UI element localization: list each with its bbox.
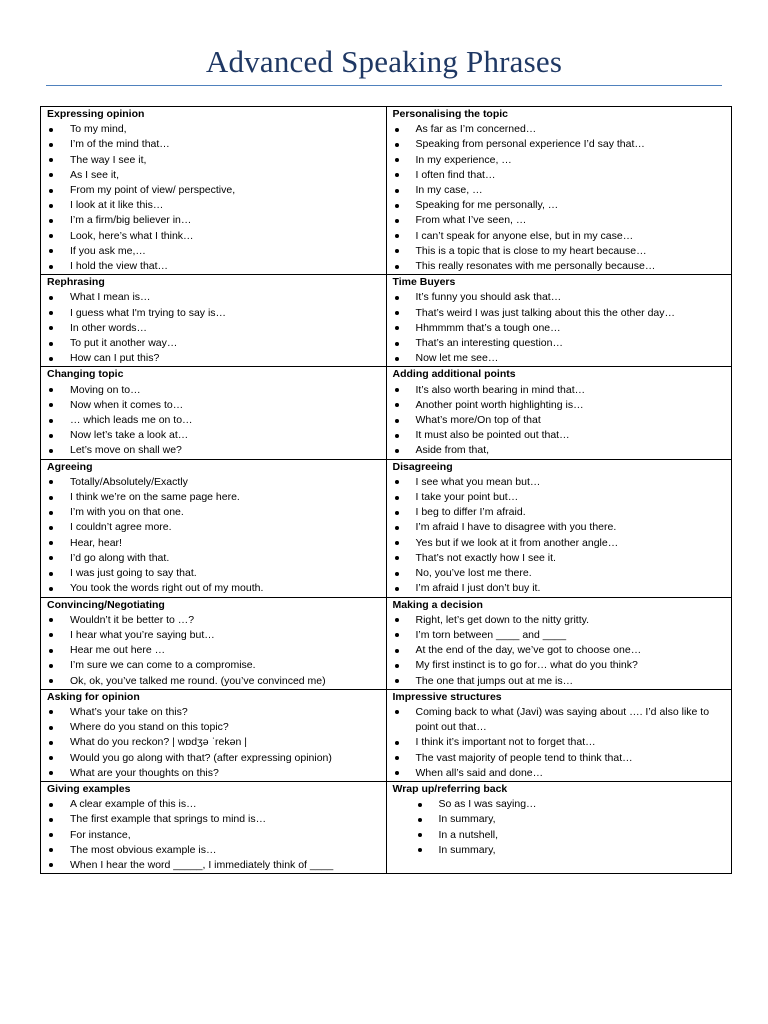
- phrase-item: I take your point but…: [393, 490, 727, 505]
- phrase-item: Now let me see…: [393, 351, 727, 366]
- phrase-item: When all’s said and done…: [393, 766, 727, 781]
- phrase-item: My first instinct is to go for… what do you think?: [393, 658, 727, 673]
- phrase-list: [47, 705, 381, 781]
- section-time-buyers: [386, 275, 732, 367]
- phrase-item: I think we’re on the same page here.: [47, 490, 381, 505]
- phrase-item: What are your thoughts on this?: [47, 766, 381, 781]
- phrase-item: Speaking from personal experience I’d say that…: [393, 137, 727, 152]
- phrase-item: Hhmmmm that’s a tough one…: [393, 321, 727, 336]
- phrase-item: I couldn’t agree more.: [47, 520, 381, 535]
- phrase-item: The vast majority of people tend to think that…: [393, 751, 727, 766]
- phrase-item: I’m afraid I just don’t buy it.: [393, 581, 727, 596]
- section-heading: Convincing/Negotiating: [47, 598, 165, 611]
- phrase-item: To put it another way…: [47, 336, 381, 351]
- section-heading: Rephrasing: [47, 276, 105, 289]
- phrase-list: [393, 613, 727, 689]
- phrase-list: [47, 475, 381, 597]
- phrase-item: I often find that…: [393, 168, 727, 183]
- phrase-item: Aside from that,: [393, 443, 727, 458]
- table-row: [41, 107, 732, 275]
- phrase-item: Would you go along with that? (after expressing opinion): [47, 751, 381, 766]
- section-making-a-decision: [386, 597, 732, 689]
- phrase-item: Totally/Absolutely/Exactly: [47, 475, 381, 490]
- phrase-item: Hear, hear!: [47, 536, 381, 551]
- phrase-list: [47, 122, 381, 274]
- phrase-list: [47, 290, 381, 366]
- section-heading: Wrap up/referring back: [392, 782, 508, 795]
- phrase-item: … which leads me on to…: [47, 413, 381, 428]
- phrase-item: How can I put this?: [47, 351, 381, 366]
- section-heading: Time Buyers: [392, 276, 456, 289]
- phrase-item: This is a topic that is close to my heart because…: [393, 244, 727, 259]
- phrase-item: That’s an interesting question…: [393, 336, 727, 351]
- phrase-item: I guess what I'm trying to say is…: [47, 306, 381, 321]
- phrase-item: The way I see it,: [47, 153, 381, 168]
- phrase-item: If you ask me,…: [47, 244, 381, 259]
- phrase-item: Moving on to…: [47, 383, 381, 398]
- phrase-item: I’m afraid I have to disagree with you there.: [393, 520, 727, 535]
- phrase-item: A clear example of this is…: [47, 797, 381, 812]
- phrase-item: Look, here’s what I think…: [47, 229, 381, 244]
- phrase-item: As I see it,: [47, 168, 381, 183]
- section-expressing-opinion: [41, 107, 387, 275]
- phrase-item: Yes but if we look at it from another angle…: [393, 536, 727, 551]
- phrase-item: In my experience, …: [393, 153, 727, 168]
- phrase-item: In summary,: [393, 812, 727, 827]
- phrase-item: I’d go along with that.: [47, 551, 381, 566]
- phrase-item: Where do you stand on this topic?: [47, 720, 381, 735]
- phrase-item: Let’s move on shall we?: [47, 443, 381, 458]
- phrase-item: Hear me out here …: [47, 643, 381, 658]
- title-underline: [46, 85, 722, 86]
- phrase-list: [393, 383, 727, 459]
- page-title: Advanced Speaking Phrases: [205, 44, 563, 79]
- phrase-item: Wouldn’t it be better to …?: [47, 613, 381, 628]
- phrase-item: I think it’s important not to forget that…: [393, 735, 727, 750]
- phrase-item: What’s your take on this?: [47, 705, 381, 720]
- section-heading: Agreeing: [47, 460, 93, 473]
- section-agreeing: [41, 459, 387, 597]
- phrase-item: Ok, ok, you’ve talked me round. (you’ve convinced me): [47, 674, 381, 689]
- phrase-item: I’m of the mind that…: [47, 137, 381, 152]
- section-heading: Personalising the topic: [392, 108, 509, 120]
- table-row: [41, 459, 732, 597]
- phrase-item: For instance,: [47, 828, 381, 843]
- section-personalising-the-topic: [386, 107, 732, 275]
- phrase-item: That’s weird I was just talking about this the other day…: [393, 306, 727, 321]
- phrase-item: Now when it comes to…: [47, 398, 381, 413]
- phrase-item: I can’t speak for anyone else, but in my case…: [393, 229, 727, 244]
- phrase-item: Another point worth highlighting is…: [393, 398, 727, 413]
- phrase-item: I’m torn between ____ and ____: [393, 628, 727, 643]
- phrase-list: [393, 797, 727, 858]
- phrase-item: In summary,: [393, 843, 727, 858]
- phrase-item: I’m a firm/big believer in…: [47, 213, 381, 228]
- phrase-item: The first example that springs to mind is…: [47, 812, 381, 827]
- section-asking-for-opinion: [41, 689, 387, 781]
- phrase-item: The most obvious example is…: [47, 843, 381, 858]
- phrase-item: It’s also worth bearing in mind that…: [393, 383, 727, 398]
- phrase-item: From what I’ve seen, …: [393, 213, 727, 228]
- phrase-item: I’m sure we can come to a compromise.: [47, 658, 381, 673]
- phrase-item: So as I was saying…: [393, 797, 727, 812]
- section-heading: Impressive structures: [392, 690, 502, 703]
- phrase-item: To my mind,: [47, 122, 381, 137]
- phrases-table: [40, 106, 732, 874]
- phrase-item: As far as I’m concerned…: [393, 122, 727, 137]
- phrase-list: [393, 290, 727, 366]
- section-heading: Making a decision: [392, 598, 483, 611]
- phrase-item: It must also be pointed out that…: [393, 428, 727, 443]
- phrase-item: I look at it like this…: [47, 198, 381, 213]
- section-wrap-up-referring-back: [386, 781, 732, 873]
- phrase-item: Speaking for me personally, …: [393, 198, 727, 213]
- section-heading: Changing topic: [47, 368, 124, 381]
- phrase-item: No, you’ve lost me there.: [393, 566, 727, 581]
- phrase-item: In my case, …: [393, 183, 727, 198]
- section-convincing-negotiating: [41, 597, 387, 689]
- phrase-list: [47, 797, 381, 873]
- phrase-item: Now let’s take a look at…: [47, 428, 381, 443]
- table-row: [41, 597, 732, 689]
- phrase-item: I was just going to say that.: [47, 566, 381, 581]
- section-heading: Disagreeing: [392, 460, 453, 473]
- phrase-item: At the end of the day, we’ve got to choose one…: [393, 643, 727, 658]
- phrase-item: I hear what you’re saying but…: [47, 628, 381, 643]
- section-heading: Giving examples: [47, 782, 131, 795]
- phrase-item: I hold the view that…: [47, 259, 381, 274]
- phrase-item: This really resonates with me personally because…: [393, 259, 727, 274]
- phrase-item: That’s not exactly how I see it.: [393, 551, 727, 566]
- phrase-item: I see what you mean but…: [393, 475, 727, 490]
- table-row: [41, 781, 732, 873]
- section-adding-additional-points: [386, 367, 732, 459]
- phrase-item: I beg to differ I’m afraid.: [393, 505, 727, 520]
- phrase-item: In other words…: [47, 321, 381, 336]
- section-impressive-structures: [386, 689, 732, 781]
- section-giving-examples: [41, 781, 387, 873]
- table-row: [41, 275, 732, 367]
- section-disagreeing: [386, 459, 732, 597]
- phrase-list: [393, 475, 727, 597]
- phrase-item: I’m with you on that one.: [47, 505, 381, 520]
- phrase-item: It’s funny you should ask that…: [393, 290, 727, 305]
- phrase-item: What I mean is…: [47, 290, 381, 305]
- phrase-item: In a nutshell,: [393, 828, 727, 843]
- section-heading: Asking for opinion: [47, 690, 140, 703]
- phrase-item: Right, let’s get down to the nitty gritty.: [393, 613, 727, 628]
- phrase-list: [393, 705, 727, 781]
- phrase-item: When I hear the word _____, I immediately think of ____: [47, 858, 381, 873]
- phrase-item: What do you reckon? | wɒdʒə ˈrekən |: [47, 735, 381, 750]
- phrase-item: The one that jumps out at me is…: [393, 674, 727, 689]
- table-row: [41, 367, 732, 459]
- phrase-item: Coming back to what (Javi) was saying about …. I’d also like to point out that…: [393, 705, 727, 735]
- phrase-list: [47, 613, 381, 689]
- phrase-list: [47, 383, 381, 459]
- section-heading: Expressing opinion: [47, 108, 145, 120]
- section-heading: Adding additional points: [392, 368, 516, 381]
- section-changing-topic: [41, 367, 387, 459]
- phrase-item: From my point of view/ perspective,: [47, 183, 381, 198]
- phrase-item: What’s more/On top of that: [393, 413, 727, 428]
- table-row: [41, 689, 732, 781]
- section-rephrasing: [41, 275, 387, 367]
- phrase-list: [393, 122, 727, 274]
- phrase-item: You took the words right out of my mouth.: [47, 581, 381, 596]
